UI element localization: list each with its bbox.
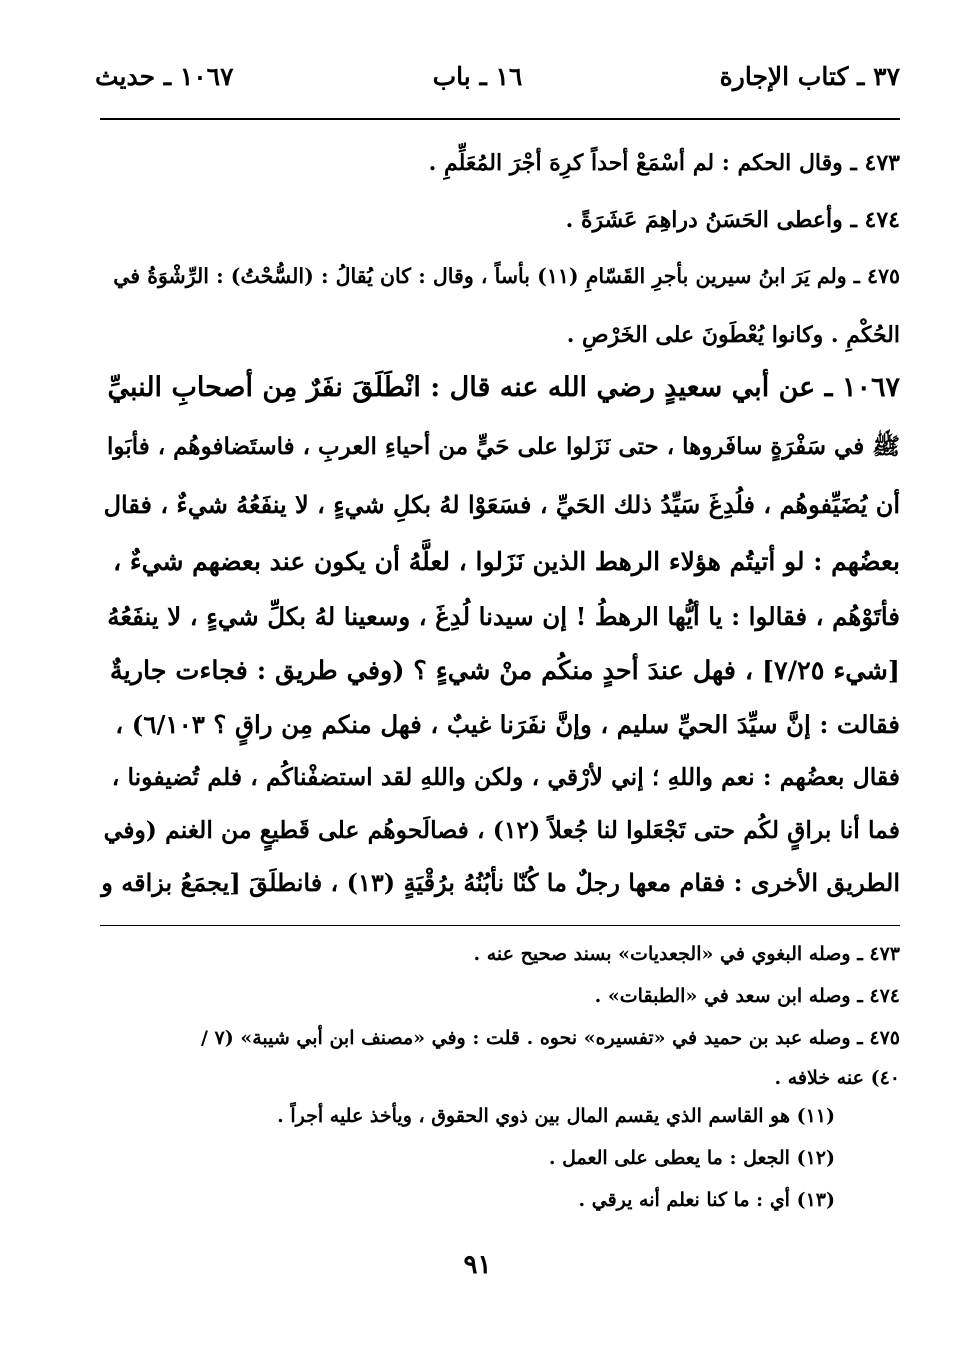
footnote-13: (١٣) أي : ما كنا نعلم أنه يرقي . — [578, 1189, 835, 1211]
takhrij-note-474: ٤٧٤ ـ وصله ابن سعد في «الطبقات» . — [594, 985, 900, 1007]
footnote-11: (١١) هو القاسم الذي يقسم المال بين ذوي الحقوق ، ويأخذ عليه أجراً . — [277, 1105, 835, 1127]
takhrij-note-475-cont: ٤٠) عنه خلافه . — [774, 1067, 900, 1089]
hadith-1067-line: فقال بعضُهم : نعم واللهِ ؛ إني لأرْقي ، ولكن واللهِ لقد استضفْناكُم ، فلم تُضيفونا ، — [111, 763, 900, 791]
hadith-1067-line: ﷺ في سَفْرَةٍ سافَروها ، حتى نَزَلوا على حَيٍّ من أحياءِ العربِ ، فاستَضافوهُم ، فأبَوا — [107, 433, 900, 460]
header-divider — [100, 118, 900, 120]
takhrij-note-473: ٤٧٣ ـ وصله البغوي في «الجعديات» بسند صحيح عنه . — [473, 943, 900, 965]
hadith-1067-line: فقالت : إنَّ سيِّدَ الحيِّ سليم ، وإنَّ نفَرَنا غيبٌ ، فهل منكم مِن راقٍ ؟ ٦/١٠٣) ، — [115, 710, 900, 739]
hadith-1067-line: الطريق الأخرى : فقام معها رجلٌ ما كُنّا نأبُنُهُ برُقْيَةٍ (١٣) ، فانطلَقَ [يجمَعُ بزاقه و — [101, 868, 900, 897]
hadith-1067-line: فما أنا براقٍ لكُم حتى تَجْعَلوا لنا جُعلاً (١٢) ، فصالَحوهُم على قَطيعٍ من الغنم (وفي — [103, 816, 900, 844]
footnote-12: (١٢) الجعل : ما يعطى على العمل . — [548, 1147, 835, 1169]
page-number: ٩١ — [463, 1250, 492, 1280]
footnote-divider — [100, 925, 900, 926]
hadith-1067-line: ١٠٦٧ ـ عن أبي سعيدٍ رضي الله عنه قال : انْطَلَقَ نفَرٌ مِن أصحابِ النبيِّ — [107, 372, 900, 403]
takhrij-note-475: ٤٧٥ ـ وصله عبد بن حميد في «تفسيره» نحوه . قلت : وفي «مصنف ابن أبي شيبة» (٧ / — [200, 1027, 900, 1049]
hadith-1067-line: بعضُهم : لو أتيتُم هؤلاء الرهط الذين نَزَلوا ، لعلَّهُ أن يكون عند بعضهم شيءٌ ، — [113, 547, 900, 576]
running-header-book: ٣٧ ـ كتاب الإجارة — [719, 62, 900, 91]
running-header-hadith: ١٠٦٧ ـ حديث — [95, 62, 234, 91]
athar-475-cont: الحُكْمِ . وكانوا يُعْطَونَ على الخَرْصِ . — [566, 322, 900, 348]
running-header-chapter: ١٦ ـ باب — [432, 62, 523, 91]
athar-475: ٤٧٥ ـ ولم يَرَ ابنُ سيرين بأجرِ القَسّامِ (١١) بأساً ، وقال : كان يُقالُ : (السُّحْتُ) : الرِّشْوَةُ في — [113, 264, 900, 288]
hadith-1067-line: [شيء ٧/٢٥] ، فهل عندَ أحدٍ منكُم منْ شيءٍ ؟ (وفي طريق : فجاءت جاريةٌ — [109, 656, 900, 686]
athar-474: ٤٧٤ ـ وأعطى الحَسَنُ دراهِمَ عَشَرَةً . — [565, 207, 900, 233]
hadith-1067-line: أن يُضَيِّفوهُم ، فلُدِغَ سَيِّدُ ذلك الحَيِّ ، فسَعَوْا لهُ بكلِ شيءٍ ، لا ينفَعُهُ شيءٌ ، فقال — [103, 490, 900, 519]
athar-473: ٤٧٣ ـ وقال الحكم : لم أسْمَعْ أحداً كرِهَ أجْرَ المُعَلِّمِ . — [428, 150, 900, 176]
hadith-1067-line: فأتَوْهُم ، فقالوا : يا أيُّها الرهطُ ! إن سيدنا لُدِغَ ، وسعينا لهُ بكلِّ شيءٍ ، لا ينفَعُهُ — [107, 602, 900, 631]
